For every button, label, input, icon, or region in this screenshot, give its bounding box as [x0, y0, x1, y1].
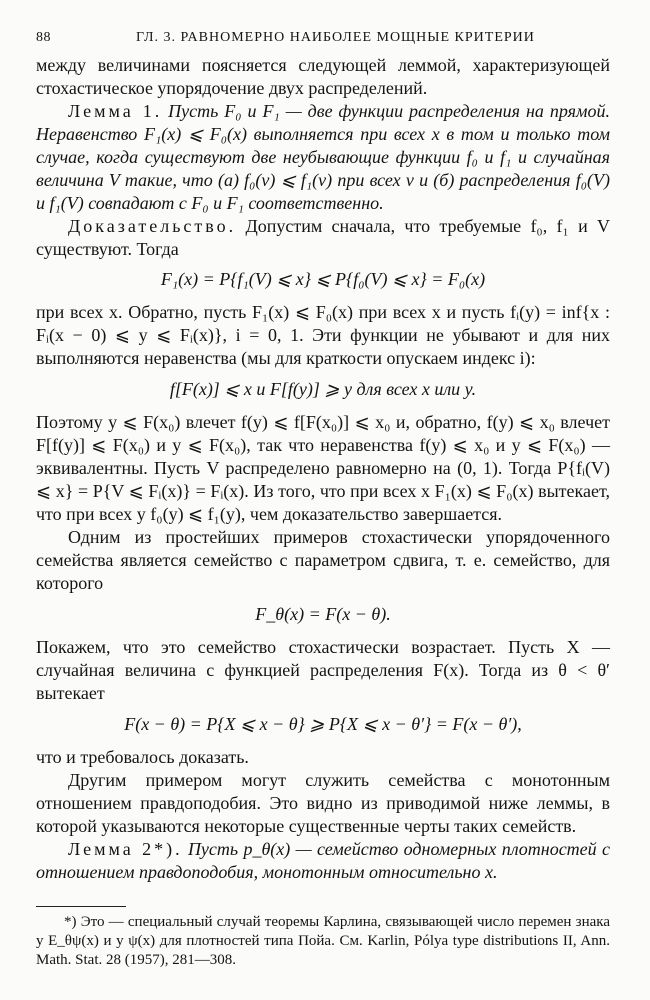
paragraph-4: Одним из простейших примеров стохастически упорядоченного семейства является семейство с параметром сдвига, т. е. семейство, для которого — [36, 527, 610, 593]
formula-1: F₁(x) = P{f₁(V) ⩽ x} ⩽ P{f₀(V) ⩽ x} = F₀(x) — [160, 269, 486, 289]
formula-2: f[F(x)] ⩽ x и F[f(y)] ⩾ y для всех x или y. — [169, 379, 477, 399]
proof — [36, 215, 610, 261]
page-number: 88 — [36, 30, 51, 45]
lemma-1 — [36, 100, 610, 215]
book-page — [36, 30, 610, 970]
lemma-1-label: Лемма 1. — [68, 101, 163, 121]
intro-paragraph: между величинами поясняется следующей леммой, характеризующей стохастическое упорядочение двух распределений. — [36, 55, 610, 98]
footnote — [36, 913, 610, 970]
proof-text: Допустим сначала, что требуемые f₀, f₁ и V существуют. Тогда — [36, 216, 610, 259]
paragraph-5: Покажем, что это семейство стохастически возрастает. Пусть X — случайная величина с функцией распределения F(x). Тогда из θ < θ′ вытекает — [36, 637, 610, 703]
lemma-2-label: Лемма 2*). — [68, 839, 183, 859]
lemma-1-statement: Пусть F₀ и F₁ — две функции распределения на прямой. Неравенство F₁(x) ⩽ F₀(x) выполняется при всех x в том и только том случае, когда существуют две неубывающие функции f₀ и f₁ и случайная величина V такие, что (a) f₀(v) ⩽ f₁(v) при всех v и (б) распределения f₀(V) и f₁(V) совпадают с F₀ и F₁ соответственно. — [36, 101, 610, 213]
paragraph-2: при всех x. Обратно, пусть F₁(x) ⩽ F₀(x) при всех x и пусть fᵢ(y) = inf{x : Fᵢ(x − 0) ⩽ y ⩽ Fᵢ(x)}, i = 0, 1. Эти функции не убывают и для них выполняются неравенства (мы для краткости опускаем индекс i): — [36, 302, 610, 368]
footnote-text: *) Это — специальный случай теоремы Карлина, связывающей число перемен знака у E_θψ(x) и у ψ(x) для плотностей типа Пойа. См. Karlin, Pólya type distributions II, Ann. Math. Stat. 28 (1957), 281—308. — [36, 914, 610, 968]
paragraph-3: Поэтому y ⩽ F(x₀) влечет f(y) ⩽ f[F(x₀)] ⩽ x₀ и, обратно, f(y) ⩽ x₀ влечет F[f(y)] ⩽ F(x₀) и y ⩽ F(x₀), так что неравенства f(y) ⩽ x₀ и y ⩽ F(x₀) — эквивалентны. Пусть V распределено равномерно на (0, 1). Тогда P{fᵢ(V) ⩽ x} = P{V ⩽ Fᵢ(x)} = Fᵢ(x). Из того, что при всех x F₁(x) ⩽ F₀(x) вытекает, что при всех y f₀(y) ⩽ f₁(y), чем доказательство завершается. — [36, 412, 610, 524]
footnote-divider — [36, 906, 126, 907]
running-header — [36, 30, 610, 54]
paragraph-6: что и требовалось доказать. — [36, 747, 249, 767]
formula-4: F(x − θ) = P{X ⩽ x − θ} ⩾ P{X ⩽ x − θ′} = F(x − θ′), — [124, 714, 522, 734]
formula-3: F_θ(x) = F(x − θ). — [255, 604, 391, 624]
proof-label: Доказательство. — [68, 216, 237, 236]
paragraph-7: Другим примером могут служить семейства с монотонным отношением правдоподобия. Это видно из приводимой ниже леммы, в которой указываются некоторые существенные черты таких семейств. — [36, 770, 610, 836]
chapter-title: ГЛ. 3. РАВНОМЕРНО НАИБОЛЕЕ МОЩНЫЕ КРИТЕРИИ — [136, 30, 535, 45]
lemma-2-statement: Пусть p_θ(x) — семейство одномерных плотностей с отношением правдоподобия, монотонным относительно x. — [36, 839, 611, 882]
main-text — [36, 54, 610, 884]
lemma-2 — [36, 838, 610, 884]
